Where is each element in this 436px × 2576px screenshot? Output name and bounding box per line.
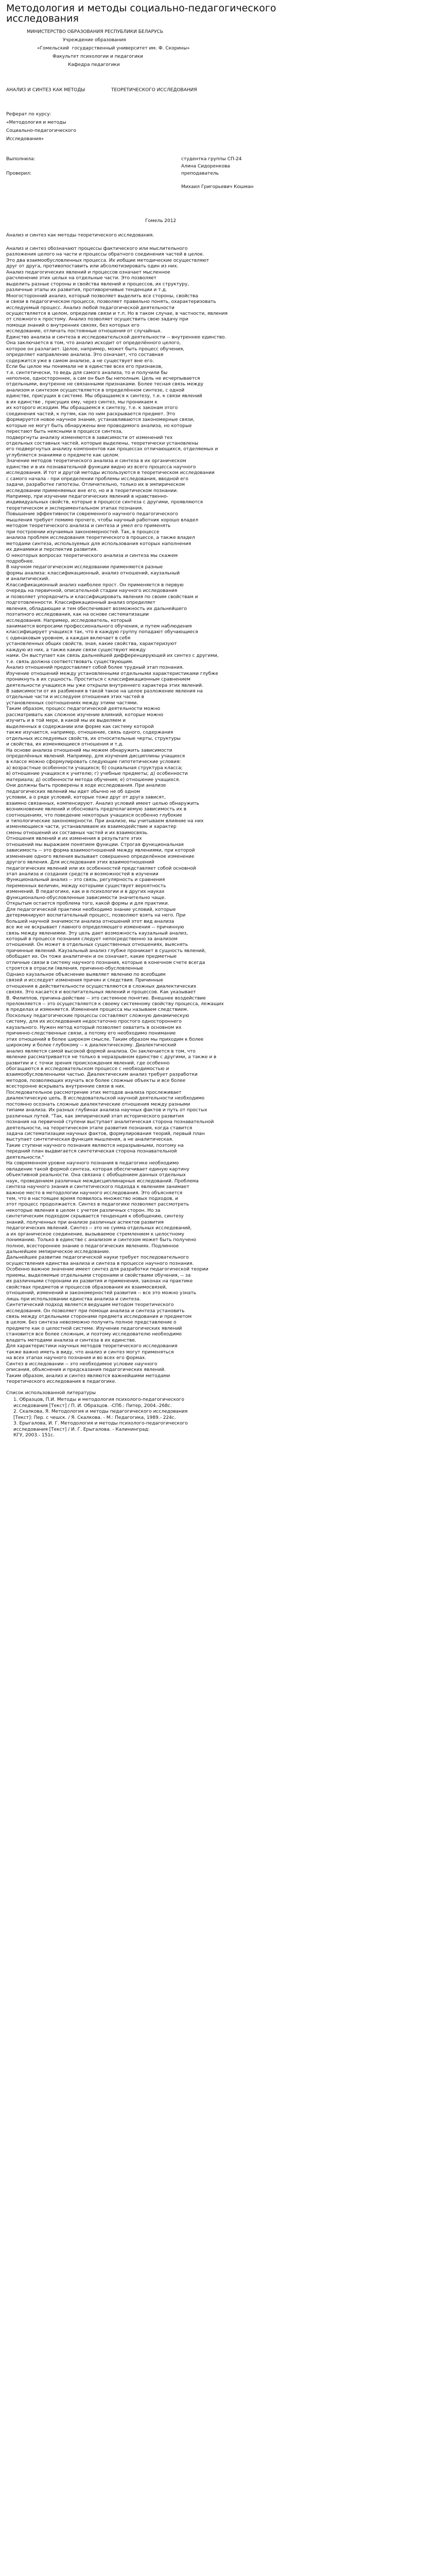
body-line: развитии и с точки зрения происхождения явлений, где особенно — [6, 1060, 170, 1066]
body-line: явления, обладающие и тем обеспечивает возможность их дальнейшего — [6, 606, 187, 612]
body-line: в их единстве , присущих ему, через синтез, мы проникаем к — [6, 399, 158, 405]
body-line: Например, при изучении педагогических явлений в нравственно- — [6, 494, 168, 500]
body-line: обогащаются в исследовательском процессе с необходимостью и — [6, 1066, 169, 1072]
body-line: важное место в методологии научного исследования. Это объясняется — [6, 1190, 183, 1196]
body-line: соединения частей, к путям, как по ним раскрывается предмет. Это — [6, 411, 176, 417]
reference-item: [Текст]: Пер. с чешск. / Я. Скалкова. - М.: Педагогика, 1989.- 224с. — [13, 1415, 176, 1420]
body-line: мышления требует помимо прочего, чтобы научный работник хорошо владел — [6, 517, 199, 523]
body-line: исследования. Например, исследователь, который — [6, 618, 132, 623]
body-line: наук, проведением различных междисциплинарных исследований. Проблема — [6, 1178, 199, 1184]
body-line: с одинаковым уровнем, а каждая включает в себя — [6, 635, 131, 641]
references-title: Список использованной литературы — [6, 1391, 96, 1396]
body-line: занимается вопросами профессионального обучения, и путем наблюдения — [6, 624, 192, 629]
body-line: задачи, разработке гипотезы. Отличительно, только их в эмпирическом — [6, 482, 185, 488]
body-line: различные этапы их развития, противоречивые тенденции и т.д. — [6, 287, 167, 293]
body-line: Она заключается в том, что анализ исходит от определённого целого, — [6, 341, 181, 346]
body-line: диалектическую цепь. В исследовательской научной деятельности необходимо — [6, 1096, 205, 1101]
body-line: при построении изучаемых закономерностей. Так, в процессе — [6, 529, 160, 535]
body-line: отличные связи в систему научного познания, которые в конечном счете всегда — [6, 960, 205, 965]
body-line: изменение одного явления вызывает совершенно определённое изменение — [6, 854, 195, 859]
teacher-name: Михаил Григорьевич Кошман — [181, 184, 254, 190]
body-line: индивидуальных свойств, которые в процессе синтеза с другими, проявляются — [6, 500, 203, 505]
body-line: знаний, полученных при анализе различных аспектов развития — [6, 1219, 164, 1225]
body-line: отдельных исследуемых свойств, их относительные черты, структуры — [6, 736, 181, 741]
body-line: исследуемый процесс. Анализ любой педагогической деятельности — [6, 305, 175, 311]
body-line: Анализ педагогических явлений и процессов означает мысленное — [6, 269, 170, 275]
body-line: разложения целого на части и процессы обратного соединения частей в целое. — [6, 252, 204, 258]
body-line: методов, позволяющих изучать все более сложные объекты и все более — [6, 1078, 186, 1083]
body-line: О некоторых вопросах теоретического анализа и синтеза мы скажем — [6, 553, 178, 558]
body-line: связях. Это касается и воспитательных явлений и процессов. Как указывает — [6, 990, 196, 995]
body-line: Анализ отношений предоставляет собой более трудный этап познания. — [6, 665, 184, 671]
body-line: очередь на первичной, описательной стадии научного исследования — [6, 588, 178, 594]
reference-item: 1. Образцов, П.И. Методы и методология психолого-педагогического — [13, 1397, 184, 1403]
student-group: студентка группы СП-24 — [181, 157, 242, 162]
body-line: углубляется знаниями о предмете как целом. — [6, 452, 120, 458]
work-title-right: ТЕОРЕТИЧЕСКОГО ИССЛЕДОВАНИЯ — [111, 88, 197, 93]
university-name: «Гомельский государственный университет им. Ф. Скорины» — [37, 46, 190, 51]
body-line: предмете как о целостной системе. Изучение педагогических явлений — [6, 1326, 182, 1331]
body-line: большей научной значимости анализа отношений этот вид анализа — [6, 919, 175, 924]
body-line: Открытым остается проблема того, какой формы и для практики. — [6, 901, 169, 907]
body-line: Последовательное рассмотрение этих методов анализа прослеживает — [6, 1090, 182, 1095]
body-line: который в процессе познания следует непосредственно за анализом — [6, 937, 178, 942]
work-title — [6, 87, 430, 94]
body-line: отдельными, внутренне не связанными признаками. Более тесная связь между — [6, 382, 204, 387]
body-line: Для педагогической практики необходимо знание условий, которые — [6, 907, 176, 912]
body-line: В научном педагогическом исследовании применяются разные — [6, 565, 163, 570]
body-line: Функциональный анализ -- это связь, регулярность и сравнения — [6, 877, 165, 883]
body-line: единстве, присущих в системе. Мы обращаемся к синтезу, т.е. к связи явлений — [6, 394, 202, 399]
body-line: Особенно важное значение имеет синтез для разработки педагогической теории — [6, 1267, 208, 1273]
body-line: его подвергнутых анализу компонентов как процессах отличающихся, отделяемых и — [6, 447, 218, 452]
document-title-line-1: Методология и методы социально-педагогического — [6, 3, 276, 14]
body-line: соотношениях, что поведение некоторых учащихся особенно глубокие — [6, 812, 182, 818]
body-line: этот процесс продолжается. Синтез в педагогике позволяет рассмотреть — [6, 1202, 189, 1208]
body-line: также важно иметь в виду, что анализ и синтез могут применяться — [6, 1349, 174, 1355]
body-line: некоторые явления в целом с учетом различных сторон. Но за — [6, 1208, 161, 1213]
checked-by-row — [6, 170, 430, 177]
body-line: описания, объяснения и предсказания педагогических явлений. — [6, 1367, 166, 1373]
body-line: осуществления единства анализа и синтеза в процессе научного познания. — [6, 1261, 194, 1266]
body-line: зависимость -- это форма взаимоотношений между явлениями, при которой — [6, 848, 195, 854]
body-line: явление рассматривается не только в неразрывном единстве с другими, а также и в — [6, 1055, 217, 1060]
body-line: Для характеристики научных методов теоретического исследования — [6, 1344, 178, 1349]
body-line: В зависимости от их разбиения в такой такое на целое разложение явления на — [6, 688, 203, 694]
body-line: педагогических явлений. Синтез -- это не сумма отдельных исследований, — [6, 1226, 192, 1231]
body-line: с самого начала - при определении проблемы исследования, вводной его — [6, 476, 188, 482]
body-line: Значение методов теоретического анализа и синтеза в их органическом — [6, 459, 186, 464]
body-line: анализа проблем исследования теоретического в процессе, а также владел — [6, 535, 195, 541]
body-line: исследования. И тот и другой методы используются в теоретическом исследовании — [6, 470, 215, 476]
body-line: другого явления. Для исследования этих взаимоотношений — [6, 860, 154, 866]
body-line: смены отношений их составных частей и их взаимосвязь. — [6, 830, 149, 836]
body-line: поэтапного исследования, как на основе систематизации — [6, 612, 149, 618]
body-line: пониманию. Только в единстве с анализом и синтезом может быть получено — [6, 1238, 197, 1243]
body-line: анализ является самой высокой формой анализа. Он заключается в том, что — [6, 1048, 196, 1054]
body-line: методом теоретического анализа и синтеза и умел его применять — [6, 523, 171, 529]
body-line: лишь при использовании единства анализа и синтеза. — [6, 1296, 141, 1302]
body-line: отдельных составных частей, которые выделены, теоретически установлены — [6, 440, 199, 446]
body-line: связь между отдельными сторонами предмета исследования и предметом — [6, 1314, 192, 1320]
body-line: постоянно осознать сложные диалектические отношения между разными — [6, 1101, 190, 1107]
body-line: переменных величин, между которыми существует вероятность — [6, 883, 166, 889]
body-line: овладение такой формой синтеза, которая обеспечивает единую картину — [6, 1166, 189, 1172]
body-line: синтетическим подходом скрывается тенденция к обобщению, синтезу — [6, 1214, 184, 1219]
body-line: взаимообусловленными частью. Диалектическим анализ требует разработки — [6, 1072, 198, 1078]
body-line: и связи в педагогическом процессе, позволяет правильно понять, охарактеризовать — [6, 299, 216, 305]
body-line: условии, а о ряде условий, которые тоже друг от друга зависят, — [6, 795, 166, 801]
body-line: этих отношений в более широком смысле. Таким образом мы приходим к более — [6, 1037, 204, 1042]
body-line: анализом и синтезом осуществляется в определённом синтезе, с одной — [6, 387, 185, 393]
body-line: в классе можно сформулировать следующие гипотетические условия: — [6, 759, 181, 765]
body-line: детерминируют воспитательный процесс, позволяют взять на него. При — [6, 913, 186, 919]
body-line: их различными сторонами их развития и применения, законах на практике — [6, 1279, 193, 1284]
body-line: и свойства, их изменяющиеся отношения и т.д. — [6, 742, 124, 748]
body-line: и аналитический. — [6, 577, 50, 582]
city-year: Гомель 2012 — [145, 218, 177, 224]
body-line: синтеза научного знания и синтетического подхода к явлениям занимает — [6, 1184, 189, 1190]
body-line: тем, что в настоящее время появилось множество новых подходов, и — [6, 1196, 178, 1201]
body-line: систему, для их исследования недостаточно простого одностороннего — [6, 1019, 182, 1025]
body-line: осуществляется в целом, определив связи и т.п. Но в таком случае, в частности, явления — [6, 311, 228, 316]
teacher-position: преподаватель — [181, 171, 219, 176]
body-line: каузального. Нужен метод который позволяет охватить в основном их — [6, 1025, 182, 1030]
body-line: изменяющиеся части, устанавливаем их взаимодействие и характер — [6, 824, 177, 830]
body-line: деятельности, на теоретическом этапе развития познания, когда ставится — [6, 1125, 193, 1131]
body-line: Это два взаимообусловленных процесса. Их иобщие методические осуществляют — [6, 258, 210, 263]
body-line: выступает синтетическая функция мышления, а не аналитическая. — [6, 1137, 173, 1143]
body-line: подвергнуты анализу изменяются в зависимости от изменений тех — [6, 435, 173, 440]
body-line: связей и исследует изменения причин и следствия. Причинные — [6, 978, 163, 984]
body-line: Повышение эффективности современного научного педагогического — [6, 512, 178, 517]
body-line: отношений. Он может в отдельных существенных отношениях, выяснять — [6, 942, 188, 948]
body-line: т.е. связь должна соответствовать существующим. — [6, 659, 134, 665]
body-line: а их органическое соединение, вызываемое стремлением к целостному — [6, 1231, 184, 1237]
body-line: преломляется -- это осуществляется к своему системному свойству процесса, лежащих — [6, 1002, 224, 1007]
body-line: материала; д) особенности метода обучения; е) отношение учащихся. — [6, 777, 181, 783]
body-line: расчленение этих целых на отдельные части. Это позволяет — [6, 276, 156, 281]
body-line: обобщает их. Он тоже аналитичен и он означает, какие предметные — [6, 954, 177, 960]
body-line: единстве и в их познавательной функции видно из всего процесса научного — [6, 464, 196, 470]
body-line: а) возрастные особенности учащихся; б) социальная структура класса; — [6, 765, 183, 771]
body-line: исследование, отличать постоянные отношения от случайных. — [6, 329, 162, 334]
body-line: выделенных в содержании или форме как систему которой — [6, 724, 154, 730]
performed-by-row — [6, 156, 430, 163]
body-line: функционально-обусловленные зависимости значительно чаще. — [6, 895, 166, 901]
student-name: Алина Сидоренкова — [181, 164, 230, 169]
body-line: все же не вскрывает главного определяющего изменения -- причинную — [6, 925, 184, 930]
body-line: перестают быть неясными в процессе синтеза, — [6, 429, 123, 435]
reference-item: 3. Ерыгалова, И. Г. Методология и методы психолого-педагогического — [13, 1421, 188, 1427]
body-line: установленных соотношениях между этими частями. — [6, 700, 138, 706]
body-line: педагогических явлений или их особенностей представляет собой основной — [6, 866, 196, 871]
references-list — [6, 1397, 353, 1438]
body-line: Синтез в исследовании -- это необходимое условие научного — [6, 1361, 158, 1367]
body-line: которые не могут быть обнаружены вне проводимого анализа, но которые — [6, 423, 192, 429]
body-line: широкому и более глубокому -- к диалектическому. Диалектический — [6, 1043, 177, 1048]
body-line: передний план выдвигается синтетическая сторона познавательной — [6, 1149, 177, 1155]
body-line: возникновение явлений и обосновать предполагаемую зависимость их в — [6, 807, 187, 812]
reference-item: исследования [Текст] / П. И. Образцов. -СПб.: Питер, 2004.-268с. — [13, 1403, 172, 1409]
referat-line-1: Реферат по курсу: — [6, 112, 51, 117]
body-line: Они должны быть проверены в ходе исследования. При анализе — [6, 783, 166, 789]
student-name-row — [6, 163, 430, 170]
body-line: свойствах предметов и процессов образования их взаимосвязей, — [6, 1284, 167, 1290]
section-intro: Анализ и синтез как методы теоретического исследования. — [6, 233, 154, 238]
body-line: Такие ступени научного познания являются неразрывными, поэтому на — [6, 1143, 184, 1148]
body-line: Единство анализа и синтеза в исследовательской деятельности -- внутреннее единство. — [6, 334, 226, 340]
body-line: Отношения явлений и их изменения в результате этих — [6, 836, 142, 842]
body-line: изменений. В педагогике, как и в психологии и в других науках — [6, 889, 165, 895]
body-line: деятельности." — [6, 1155, 44, 1160]
body-line: строятся в отрасли (явления, причинно-обусловленные — [6, 966, 143, 972]
body-line: Многосторонний анализ, который позволяет выделить все стороны, свойства — [6, 293, 198, 299]
document-title — [6, 3, 430, 24]
body-line: объективной реальности. Она связана с обобщением данных отдельных — [6, 1173, 186, 1178]
body-line: Классификационный анализ наиболее прост. Он применяется в первую — [6, 582, 184, 588]
body-line: владеть методами анализа и синтеза в их единстве. — [6, 1337, 136, 1343]
body-line: проникнуть в их сущность. Проститься с классификационным сравнением — [6, 677, 190, 683]
body-line: приемы, выделяемые отдельными сторонами и свойствами обучения, -- за — [6, 1273, 191, 1278]
performed-label: Выполнила: — [6, 157, 36, 162]
work-title-left: АНАЛИЗ И СИНТЕЗ КАК МЕТОДЫ — [6, 88, 85, 93]
body-line: помощи знаний о внутренних связях, без которых его — [6, 323, 139, 328]
body-line: формы анализа: классификационный, анализ отношений, каузальный — [6, 570, 180, 576]
body-line: определённых явлений. Например, для изучения дисциплины учащихся — [6, 753, 185, 759]
body-line: от сложного к простому. Анализ позволяет осуществить свою задачу при — [6, 317, 188, 323]
body-line: отношений, изменений и закономерностей развития -- все это можно узнать — [6, 1291, 197, 1296]
body-line: отношения в действительности осуществляются в сложных диалектических — [6, 984, 197, 989]
body-line: причинно-следственные связи, а потому его необходимо понимание — [6, 1031, 176, 1037]
faculty-name: Факультет психологии и педагогики — [53, 54, 143, 59]
reference-item: КГУ, 2003.- 151с. — [13, 1433, 55, 1438]
body-line: их которого исходим. Мы обращаемся к синтезу, т.е. к законам этого — [6, 405, 178, 411]
body-line: установленных общих свойств, зная, какие свойства, характеризуют — [6, 641, 177, 647]
body-line: т.е. синтетически, то ведь для самого анализа, то и получили бы — [6, 370, 168, 376]
body-line: в целом. Без синтеза невозможно получить полное представление о — [6, 1320, 177, 1326]
body-line: формируется новое научное знание, устанавливаются закономерные связи, — [6, 417, 195, 423]
reference-item: 2. Скалкова, Я. Методология и методы педагогического исследования — [13, 1409, 188, 1415]
body-line: рассматривать как сложное изучение влияний, которые можно — [6, 712, 164, 718]
body-line: Дальнейшее развитие педагогической науки требует последовательного — [6, 1255, 189, 1261]
body-line: На современном уровне научного познания в педагогике необходимо — [6, 1161, 179, 1166]
checked-label: Проверил: — [6, 171, 32, 176]
body-line: Синтетический подход является ведущим методом теоретического — [6, 1302, 174, 1308]
body-line: и позволяет упорядочить и классифицировать явления по своим свойствам и — [6, 594, 198, 600]
body-line: всесторонне вскрывать внутренние связи в них. — [6, 1084, 126, 1090]
body-line: на всех этапах научного познания и во всех его формах. — [6, 1355, 147, 1361]
department-name: Кафедра педагогики — [68, 62, 120, 67]
body-line: дальнейшее эмпирическое исследование. — [6, 1249, 111, 1255]
body-line: деятельности учащихся мы уже открыли внутреннего характера этих явлений. — [6, 683, 203, 688]
body-line: Таким образом, анализ и синтез являются важнейшими методами — [6, 1373, 170, 1379]
body-line: содержится уже в самом анализе, а не существует вне его. — [6, 358, 154, 364]
body-line: друг от друга, противопоставить или абсолютизировать один из них. — [6, 264, 179, 269]
body-line: отношений мы выражаем понятием функции. Строгая функциональная — [6, 842, 184, 848]
body-line: и типологические закономерности. При анализе, мы учитываем влияние на них — [6, 818, 204, 824]
body-line: подготовленности. Классификационный анализ определяет — [6, 600, 155, 606]
body-line: причинные явлений. Каузальный анализ глубже проникает в сущность явлений, — [6, 948, 206, 954]
body-line: связь между явлениями. Эту цель дает возможность каузальный анализ, — [6, 930, 188, 936]
body-line: Анализ и синтез обозначают процессы фактического или мыслительного — [6, 246, 188, 251]
referat-line-4: Исследования» — [6, 137, 44, 142]
referat-line-2: «Методология и методы — [6, 120, 66, 125]
body-line: нами. Он выступает как связь дальнейшей дифференцирующей их синтез с другими, — [6, 653, 219, 659]
body-line: в пределах и изменяется. Изменения процесса мы называем следствием. — [6, 1007, 188, 1013]
body-line: Однако каузальное объяснение выявляет явлению по всеобщим — [6, 972, 166, 977]
body-line: классифицирует учащихся так, что в каждую группу попадают обучающиеся — [6, 630, 198, 635]
body-line: подробнее. — [6, 559, 34, 565]
body-line: также изучается, например, отношение, связь одного, содержания — [6, 730, 173, 736]
body-line: изучить и в той мере, в какой мы их выделяем и — [6, 718, 126, 724]
ministry-name: МИНИСТЕРСТВО ОБРАЗОВАНИЯ РЕСПУБЛИКИ БЕЛАРУСЬ — [27, 29, 163, 35]
body-line: неполное, одностороннее, а сам он был бы неполным. Цель не исчерпывается — [6, 376, 200, 381]
body-line: На основе анализа отношений мы можем обнаружить зависимости — [6, 748, 172, 753]
body-line: теоретическом и экспериментальном этапах познания. — [6, 505, 143, 511]
body-line: выделить разные стороны и свойства явлений и процессов, их структуру, — [6, 281, 189, 287]
body-line: становится все более сложным, и поэтому исследователю необходимо — [6, 1332, 182, 1337]
document-title-line-2: исследования — [6, 13, 79, 24]
body-line: отдельные части и исследуем отношения этих частей в — [6, 694, 144, 700]
body-line: полное, всестороннее знание о педагогических явлениях. Подлинное — [6, 1243, 179, 1249]
body-line: Изучение отношений между установленными отдельными характеристиками глубже — [6, 671, 218, 676]
body-line: познания на первичной ступени выступает аналитическая сторона познавательной — [6, 1120, 214, 1125]
body-line: задача систематизации научных фактов, формулирования теорий, первый план — [6, 1131, 205, 1137]
body-line: педагогических явлений мы идет обычно не об одном — [6, 789, 141, 794]
referat-info — [6, 110, 430, 143]
body-line: типами анализа. Их разных глубинах анализа научных фактов и путь от простых — [6, 1108, 207, 1113]
title-page — [6, 28, 430, 225]
body-line: определяет направление анализа. Это означает, что составная — [6, 352, 164, 358]
body-line: В. Филиппов, причина-действие -- это системное понятие. Внешнее воздействие — [6, 995, 206, 1001]
body-line: в) отношение учащихся к учителю; г) учебные предметы; д) особенности — [6, 771, 188, 777]
body-line: взаимно связанных, компенсируют. Анализ условий имеет целью обнаружить — [6, 801, 199, 806]
body-line: Поскольку педагогические процессы составляют сложную динамическую — [6, 1013, 189, 1019]
reference-item: исследования [Текст] / И. Г. Ерыгалова. - Калининград: — [13, 1427, 150, 1432]
body-line: каждую из них, а также какие связи существуют между — [6, 647, 146, 653]
teacher-name-row — [6, 183, 430, 191]
body-line: этап анализа и создания средств и возможностей в изучении — [6, 872, 159, 877]
body-line: исследовании применяемых вне его, но и в теоретическом познании. — [6, 488, 178, 494]
body-line: теоретического исследования в педагогике. — [6, 1379, 117, 1384]
body-line: Таким образом, процесс педагогической деятельности можно — [6, 706, 161, 712]
referat-line-3: Социально-педагогического — [6, 128, 76, 133]
body-line: различных путей. "Так, как эмпирический этап исторического развития — [6, 1113, 184, 1119]
body-line: которое он разлагает. Целое, например, может быть процесс обучения, — [6, 346, 185, 352]
body-line: Если бы целое мы понимали не в единстве всех его признаков, — [6, 364, 163, 370]
body-line: методами синтеза, используемых для использования которых наполнения — [6, 541, 191, 547]
body-text — [6, 246, 361, 1385]
body-line: исследования. Он позволяет при помощи анализа и синтеза установить — [6, 1308, 185, 1314]
body-line: их динамики и перспектив развития. — [6, 547, 98, 553]
institution-name: Учреждение образования — [63, 38, 126, 43]
